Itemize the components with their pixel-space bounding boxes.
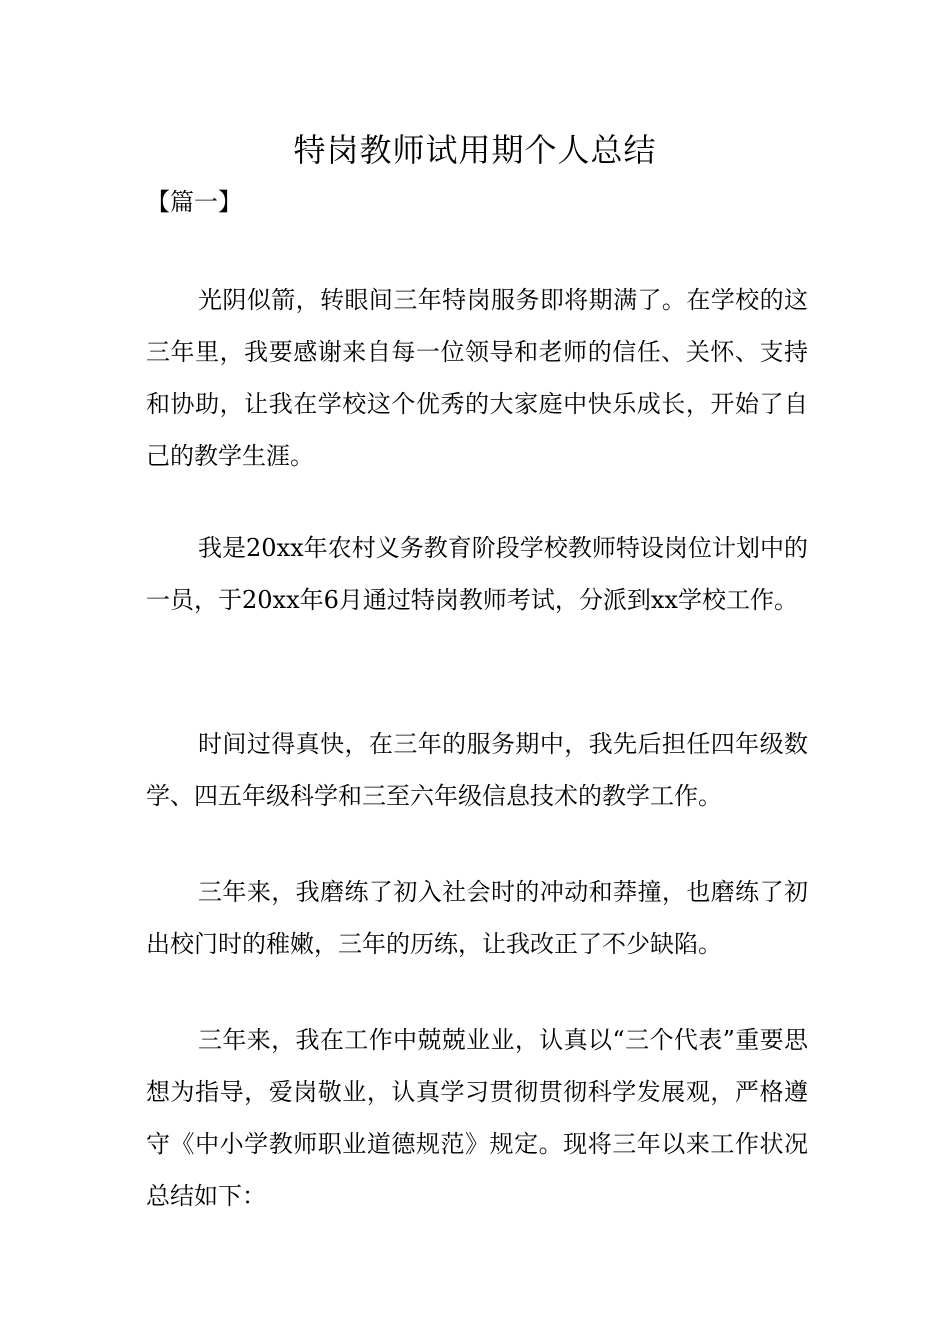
paragraph-5: 三年来，我在工作中兢兢业业，认真以“三个代表”重要思想为指导，爱岗敬业，认真学习贯彻贯彻科学发展观，严格遵守《中小学教师职业道德规范》规定。现将三年以来工作状况总结如下： xyxy=(146,1026,808,1210)
paragraph-4: 三年来，我磨练了初入社会时的冲动和莽撞，也磨练了初出校门时的稚嫩，三年的历练，让我改正了不少缺陷。 xyxy=(146,878,808,958)
paragraph-1: 光阴似箭，转眼间三年特岗服务即将期满了。在学校的这三年里，我要感谢来自每一位领导和老师的信任、关怀、支持和协助，让我在学校这个优秀的大家庭中快乐成长，开始了自己的教学生涯。 xyxy=(146,286,808,470)
document-title: 特岗教师试用期个人总结 xyxy=(293,131,657,169)
section-label: 【篇一】 xyxy=(146,188,242,216)
paragraph-3: 时间过得真快，在三年的服务期中，我先后担任四年级数学、四五年级科学和三至六年级信息技术的教学工作。 xyxy=(146,730,808,810)
paragraph-2: 我是20xx年农村义务教育阶段学校教师特设岗位计划中的一员，于20xx年6月通过特岗教师考试，分派到xx学校工作。 xyxy=(146,534,808,614)
